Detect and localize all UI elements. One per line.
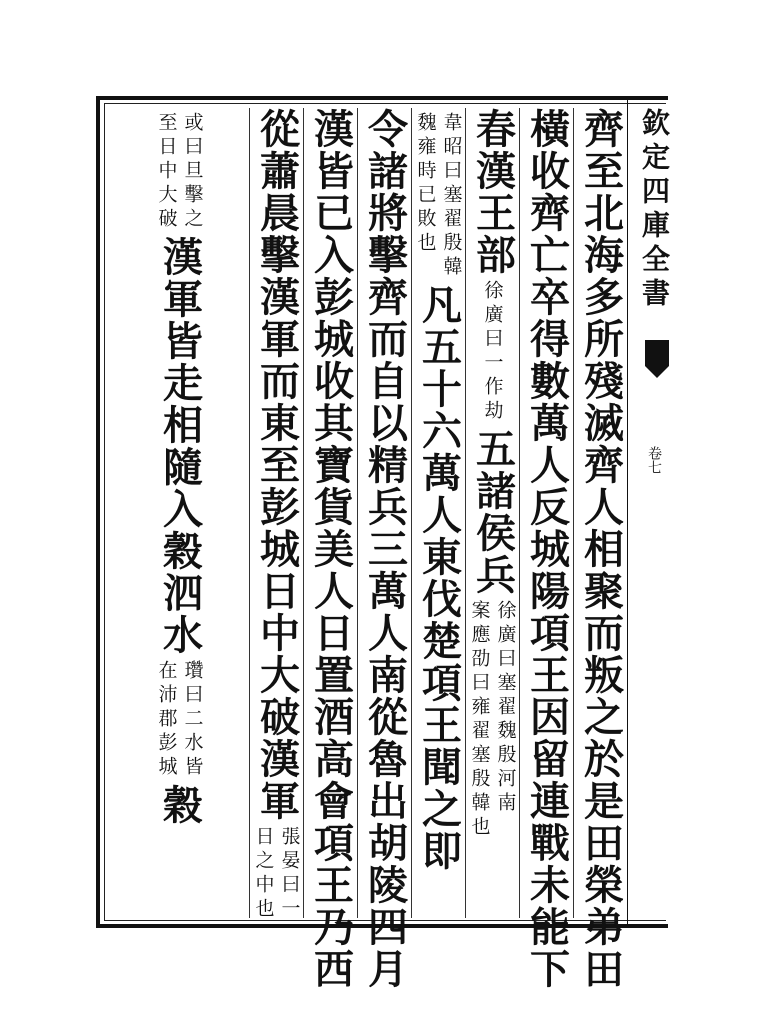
text-column-4 <box>411 108 465 918</box>
main-text: 凡五十六萬人東伐楚項王聞之即 <box>415 284 463 872</box>
main-text: 春漢王部 <box>469 108 517 276</box>
annotation-line: 徐廣曰一作劫 <box>481 280 504 424</box>
main-text: 五諸侯兵 <box>469 428 517 596</box>
annotation-line-left: 至日中大破 <box>155 112 178 232</box>
book-title: 欽定四庫全書 <box>638 108 671 312</box>
text-column-1 <box>573 108 627 990</box>
text-column-8 <box>110 108 249 918</box>
main-text: 橫收齊亡卒得數萬人反城陽項王因留連戰未能下 <box>523 108 571 990</box>
annotation-line-right: 張晏曰一 <box>278 826 301 922</box>
annotation-line-right: 或曰旦擊之 <box>181 112 204 232</box>
annotation <box>469 600 517 840</box>
text-column-3 <box>465 108 519 918</box>
annotation <box>253 826 301 922</box>
annotation-line-right: 徐廣曰塞翟魏殷河南 <box>494 600 517 816</box>
annotation-line-left: 案應劭曰雍翟塞殷韓也 <box>468 600 491 840</box>
main-text: 從蕭晨擊漢軍而東至彭城日中大破漢軍 <box>253 108 301 822</box>
text-column-2 <box>519 108 573 990</box>
annotation <box>156 112 204 232</box>
main-text: 令諸將擊齊而自以精兵三萬人南從魯出胡陵四月 <box>361 108 409 990</box>
text-column-7 <box>249 108 303 922</box>
annotation-line-left: 日之中也 <box>252 826 275 922</box>
annotation <box>156 660 204 780</box>
annotation <box>415 112 463 280</box>
volume-label: 卷七 <box>646 446 662 474</box>
text-column-6 <box>303 108 357 990</box>
annotation-line-right: 韋昭曰塞翟殷韓 <box>440 112 463 280</box>
main-text: 穀 <box>156 784 204 826</box>
main-text: 漢皆已入彭城收其寶貨美人日置酒高會項王乃西 <box>307 108 355 990</box>
main-text: 漢軍皆走相隨入穀泗水 <box>156 236 204 656</box>
annotation-line-right: 瓚曰二水皆 <box>181 660 204 780</box>
text-column-5 <box>357 108 411 990</box>
annotation-line-left: 在沛郡彭城 <box>155 660 178 780</box>
annotation <box>482 280 504 424</box>
annotation-line-left: 魏雍時已敗也 <box>414 112 437 256</box>
main-text: 齊至北海多所殘滅齊人相聚而叛之於是田榮弟田 <box>577 108 625 990</box>
fishtail-mark <box>645 340 669 366</box>
